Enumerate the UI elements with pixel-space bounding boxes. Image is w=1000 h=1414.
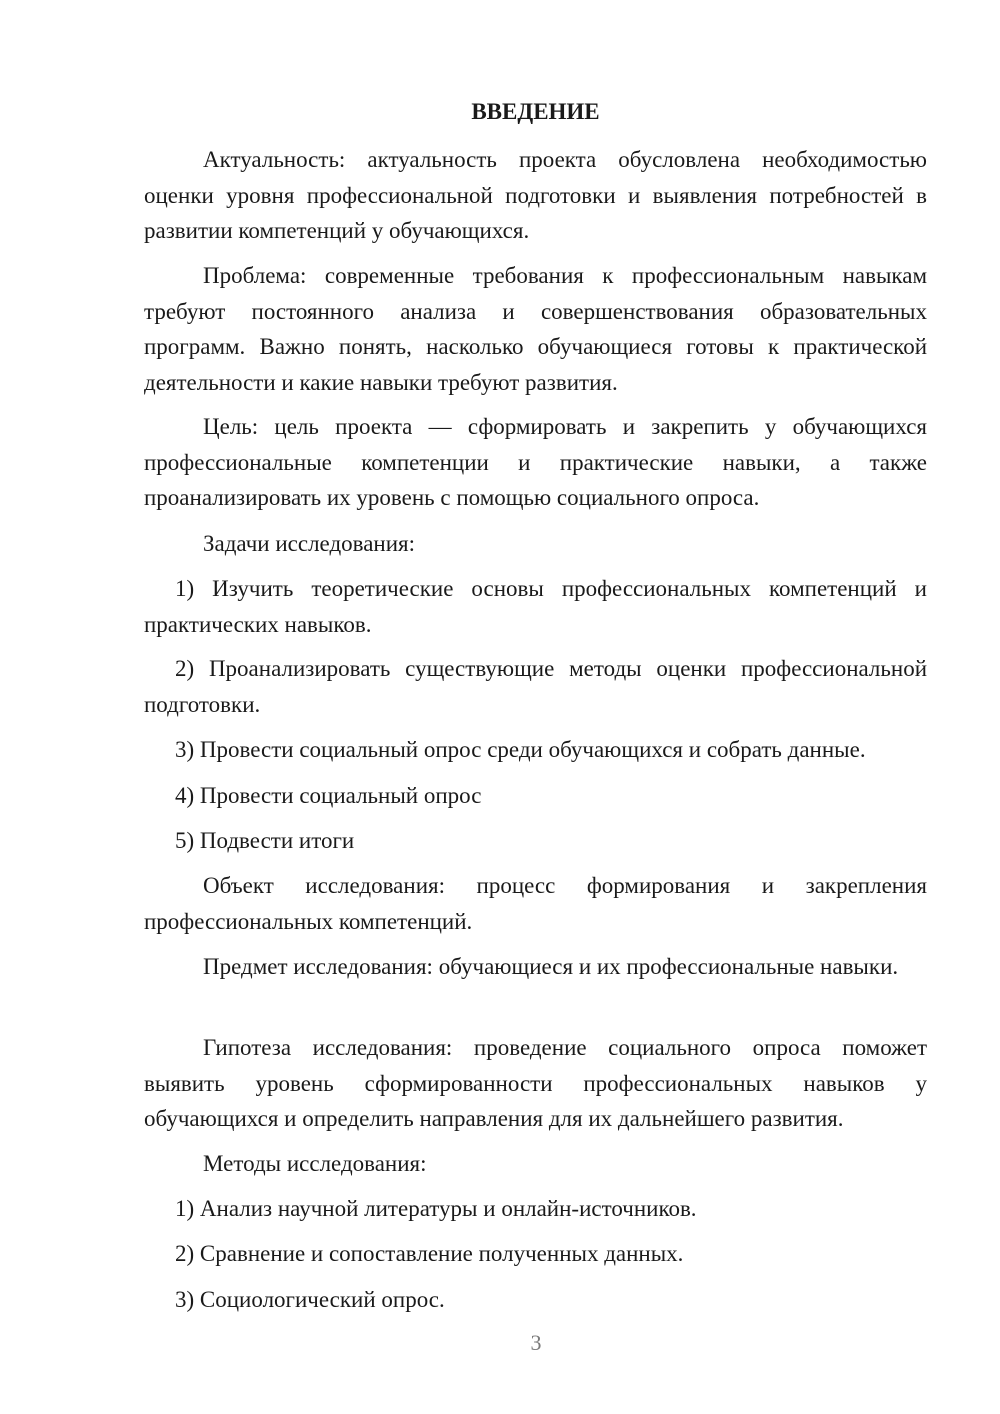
- page-number: 3: [530, 1330, 542, 1355]
- task-item-3: 3) Провести социальный опрос среди обучающихся и собрать данные.: [175, 737, 866, 762]
- task-item-4: 4) Провести социальный опрос: [175, 783, 482, 808]
- task-item-1: 1) Изучить теоретические основы профессиональных компетенций и практических навыков.: [144, 576, 927, 637]
- paragraph-hypothesis: Гипотеза исследования: проведение социального опроса поможет выявить уровень сформированности профессиональных навыков у обучающихся и определить направления для их дальнейшего развития.: [144, 1035, 927, 1131]
- method-item-2: 2) Сравнение и сопоставление полученных данных.: [175, 1241, 684, 1266]
- paragraph-relevance: Актуальность: актуальность проекта обусловлена необходимостью оценки уровня профессиональной подготовки и выявления потребностей в развитии компетенций у обучающихся.: [144, 147, 927, 243]
- paragraph-subject: Предмет исследования: обучающиеся и их профессиональные навыки.: [203, 954, 899, 979]
- paragraph-goal: Цель: цель проекта — сформировать и закрепить у обучающихся профессиональные компетенции и практические навыки, а также проанализировать их уровень с помощью социального опроса.: [144, 414, 927, 510]
- page-title: ВВЕДЕНИЕ: [471, 99, 600, 124]
- paragraph-object: Объект исследования: процесс формирования и закрепления профессиональных компетенций.: [144, 873, 927, 934]
- methods-title: Методы исследования:: [203, 1151, 427, 1176]
- method-item-1: 1) Анализ научной литературы и онлайн-источников.: [175, 1196, 697, 1221]
- task-item-2: 2) Проанализировать существующие методы оценки профессиональной подготовки.: [144, 656, 927, 717]
- method-item-3: 3) Социологический опрос.: [175, 1287, 445, 1312]
- task-item-5: 5) Подвести итоги: [175, 828, 355, 853]
- tasks-title: Задачи исследования:: [203, 531, 416, 556]
- paragraph-problem: Проблема: современные требования к профессиональным навыкам требуют постоянного анализа и совершенствования образовательных программ. Важно понять, насколько обучающиеся готовы к практической деятельности и какие навыки требуют развития.: [144, 263, 927, 395]
